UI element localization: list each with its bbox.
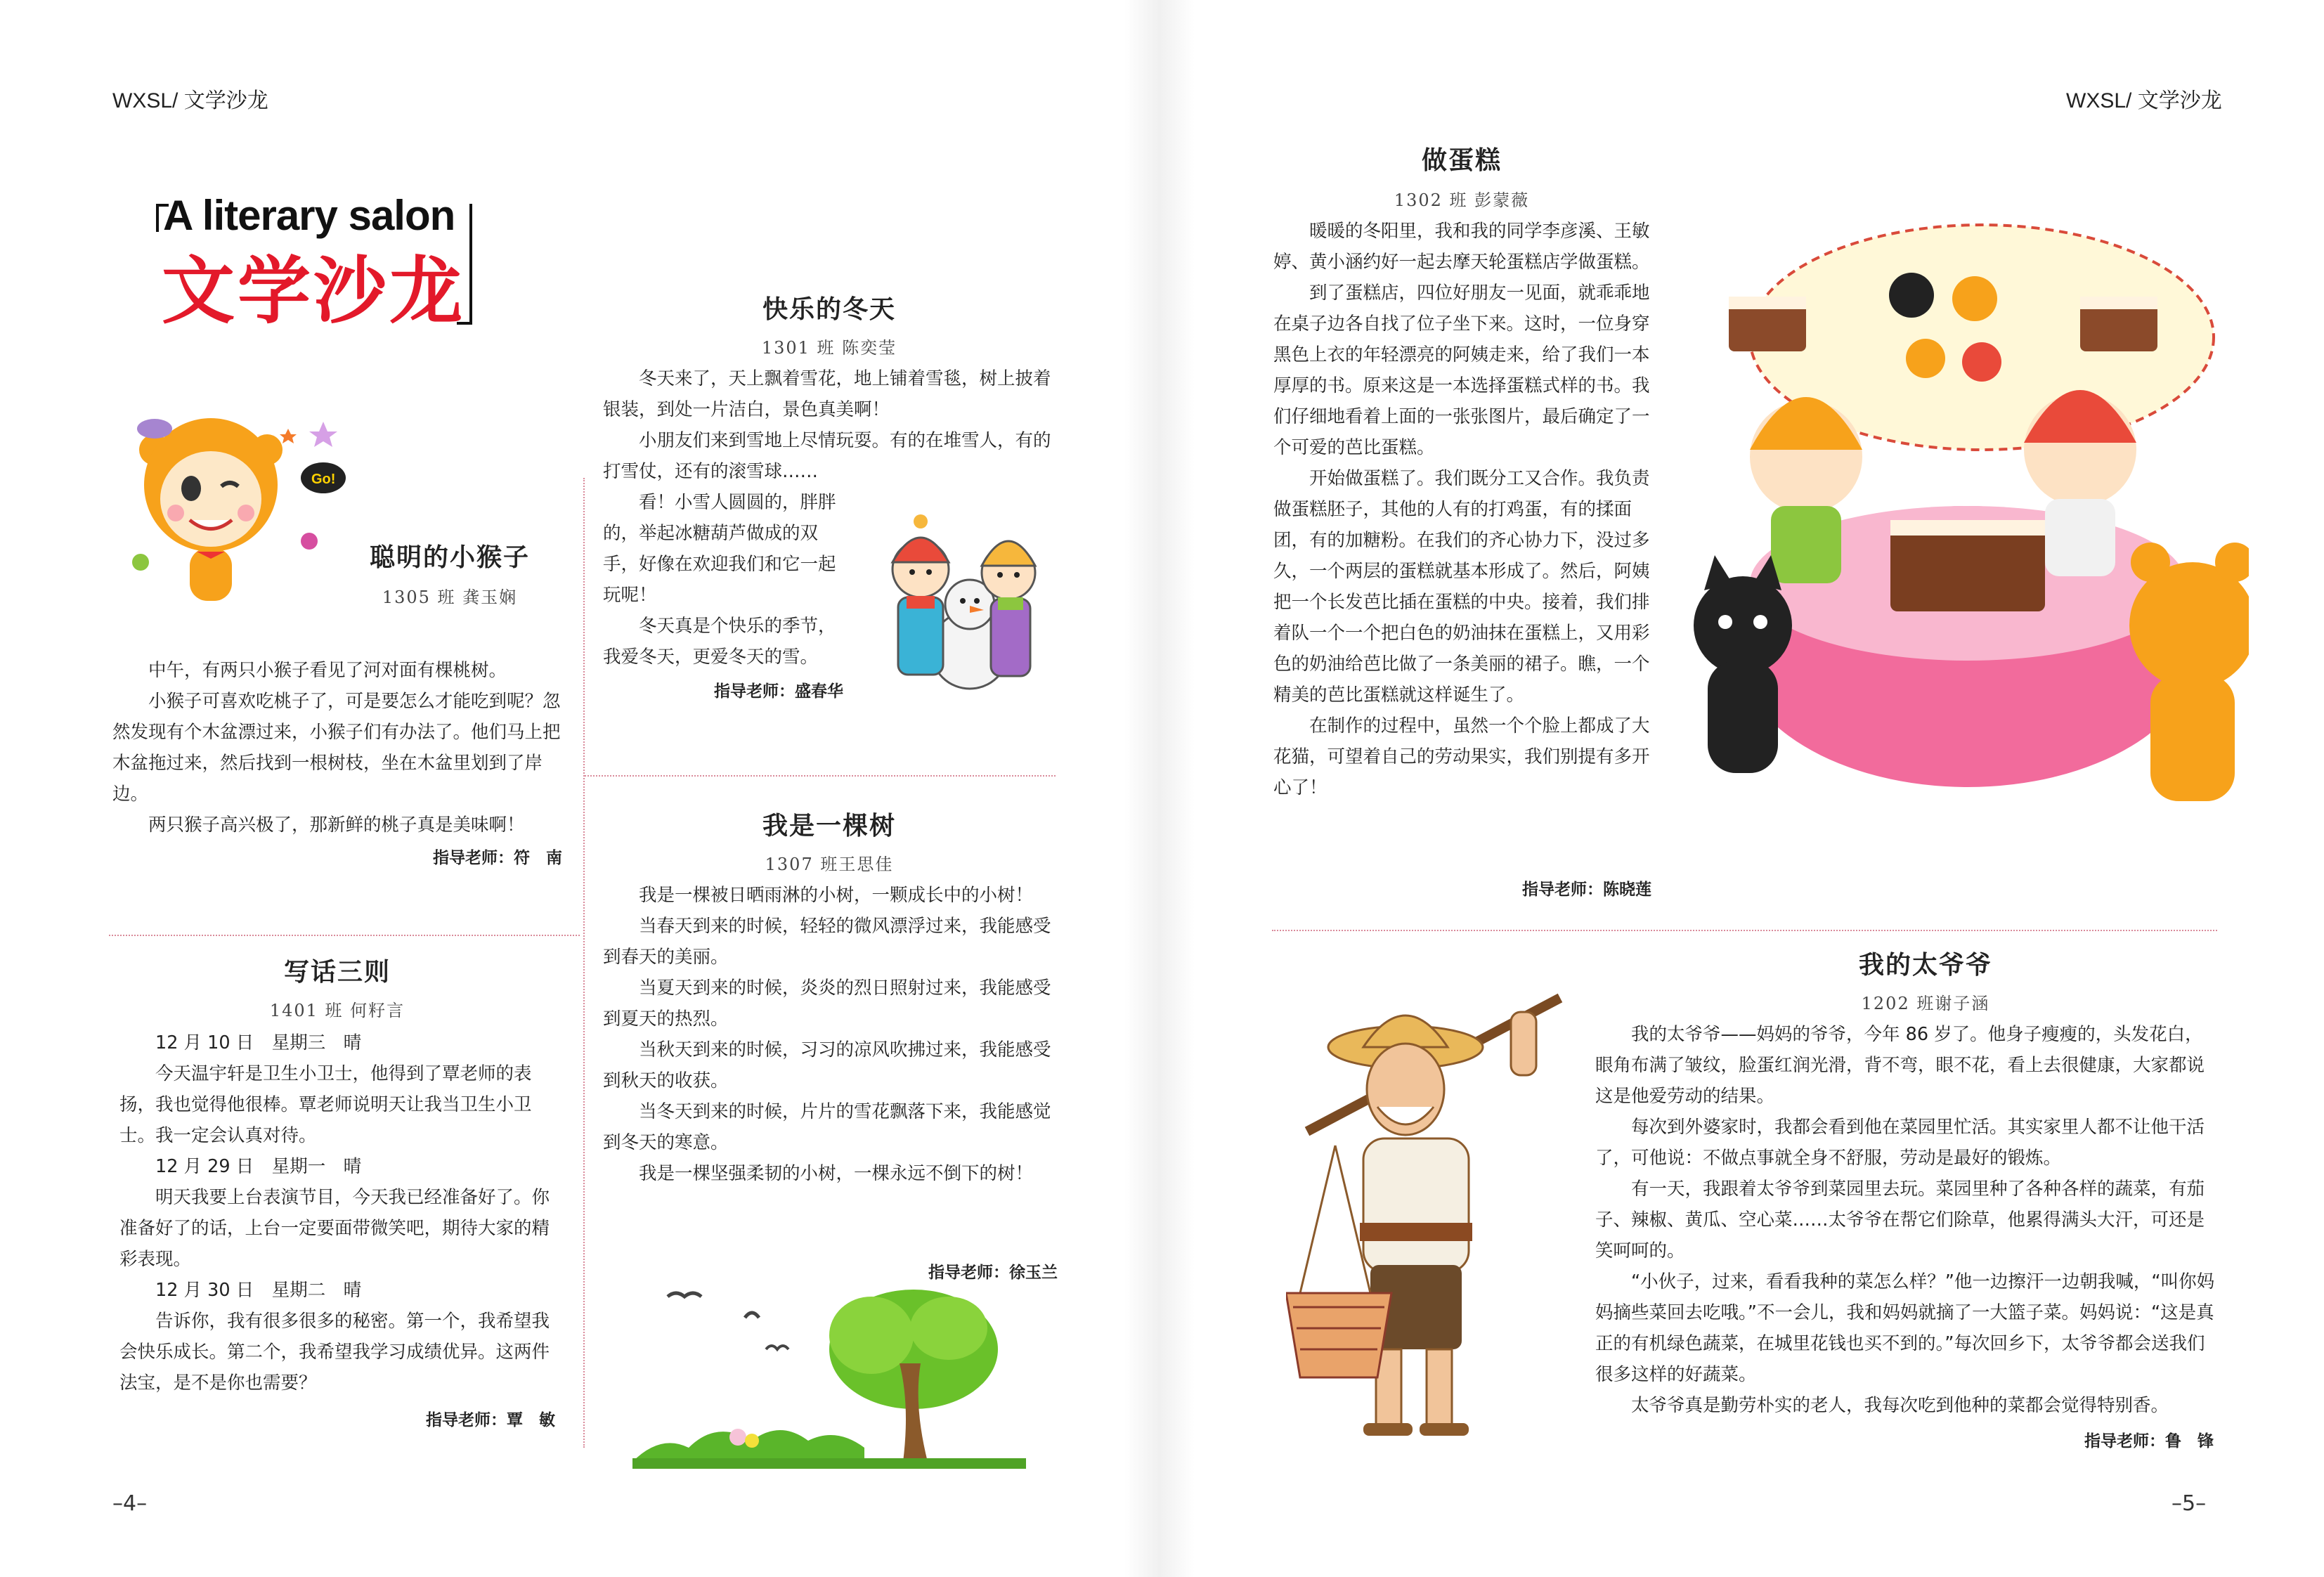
paragraph: 小猴子可喜欢吃桃子了，可是要怎么才能吃到呢？忽然发现有个木盆漂过来，小猴子们有办法了。他们马上把木盆拖过来，然后找到一根树枝，坐在木盆里划到了岸边。	[112, 691, 561, 805]
paragraph: 小朋友们来到雪地上尽情玩耍。有的在堆雪人，有的打雪仗，还有的滚雪球……	[603, 430, 1051, 482]
teacher-grandpa: 指导老师：鲁 锋	[2084, 1432, 2214, 1451]
paragraph: 当春天到来的时候，轻轻的微风漂浮过来，我能感受到春天的美丽。	[603, 916, 1051, 968]
article-byline-writing: 1401 班 何籽言	[269, 1001, 405, 1020]
article-byline-grandpa: 1202 班谢子涵	[1861, 994, 1990, 1013]
paragraph: 我的太爷爷——妈妈的爷爷，今年 86 岁了。他身子瘦瘦的，头发花白，眼角布满了皱纹，脸蛋红润光滑，背不弯，眼不花，看上去很健康，大家都说这是他爱劳动的结果。	[1595, 1024, 2205, 1107]
monkey-illustration	[112, 408, 365, 618]
article-title-winter: 快乐的冬天	[762, 295, 896, 324]
article-title-writing: 写话三则	[283, 958, 391, 987]
paragraph: 当秋天到来的时候，习习的凉风吹拂过来，我能感受到秋天的收获。	[603, 1039, 1051, 1091]
paragraph: 冬天真是个快乐的季节，我爱冬天，更爱冬天的雪。	[603, 616, 836, 668]
page-number-left: –4–	[112, 1491, 148, 1516]
paragraph: 开始做蛋糕了。我们既分工又合作。我负责做蛋糕胚子，其他的人有的打鸡蛋，有的揉面团，有的加糖粉。在我们的齐心协力下，没过多久，一个两层的蛋糕就基本形成了。然后，阿姨把一个长发芭比插在蛋糕的中央。接着，我们排着队一个一个把白色的奶油抹在蛋糕上，又用彩色的奶油给芭比做了一条美丽的裙子。瞧，一个精美的芭比蛋糕就这样诞生了。	[1273, 468, 1650, 706]
tree-illustration	[632, 1279, 1026, 1469]
divider	[109, 935, 580, 936]
paragraph: 看！小雪人圆圆的，胖胖的，举起冰糖葫芦做成的双手，好像在欢迎我们和它一起玩呢！	[603, 492, 836, 606]
svg-text:Go!: Go!	[311, 472, 336, 487]
article-byline-cake: 1302 班 彭蒙薇	[1394, 190, 1530, 210]
paragraph: 今天温宇轩是卫生小卫士，他得到了覃老师的表扬，我也觉得他很棒。覃老师说明天让我当卫生小卫士。我一定会认真对待。	[119, 1063, 532, 1146]
article-body-winter-bottom	[603, 487, 845, 673]
article-title-monkey: 聪明的小猴子	[369, 543, 530, 572]
teacher-tree: 指导老师：徐玉兰	[928, 1264, 1058, 1282]
paragraph: “小伙子，过来，看看我种的菜怎么样？”他一边擦汗一边朝我喊，“叫你妈妈摘些菜回去吃哦。”不一会儿，我和妈妈就摘了一大篮子菜。妈妈说：“这是真正的有机绿色蔬菜，在城里花钱也买不到的。”每次回乡下，太爷爷都会送我们很多这样的好蔬菜。	[1595, 1271, 2215, 1385]
logo-chinese: 文学沙龙	[162, 248, 466, 334]
article-title-cake: 做蛋糕	[1421, 146, 1502, 175]
diary-date: 12 月 10 日 星期三 晴	[155, 1032, 362, 1053]
divider	[585, 775, 1056, 777]
paragraph: 冬天来了，天上飘着雪花，地上铺着雪毯，树上披着银装，到处一片洁白，景色真美啊！	[603, 368, 1051, 420]
paragraph: 有一天，我跟着太爷爷到菜园里去玩。菜园里种了各种各样的蔬菜，有茄子、辣椒、黄瓜、空心菜……太爷爷在帮它们除草，他累得满头大汗，可还是笑呵呵的。	[1595, 1179, 2205, 1261]
paragraph: 两只猴子高兴极了，那新鲜的桃子真是美味啊！	[148, 815, 525, 836]
article-body-winter-top	[603, 363, 1056, 487]
article-title-grandpa: 我的太爷爷	[1858, 951, 1992, 980]
paragraph: 到了蛋糕店，四位好朋友一见面，就乖乖地在桌子边各自找了位子坐下来。这时，一位身穿黑色上衣的年轻漂亮的阿姨走来，给了我们一本厚厚的书。原来这是一本选择蛋糕式样的书。我们仔细地看着上面的一张张图片，最后确定了一个可爱的芭比蛋糕。	[1273, 283, 1650, 458]
article-body-cake	[1273, 216, 1653, 803]
teacher-cake: 指导老师：陈晓莲	[1522, 881, 1651, 899]
divider	[1272, 930, 2217, 931]
paragraph: 明天我要上台表演节目，今天我已经准备好了。你准备好了的话，上台一定要面带微笑吧，期待大家的精彩表现。	[119, 1187, 550, 1270]
paragraph: 太爷爷真是勤劳朴实的老人，我每次吃到他种的菜都会觉得特别香。	[1631, 1395, 2169, 1416]
article-body-monkey	[112, 655, 562, 841]
article-title-tree: 我是一棵树	[762, 812, 896, 841]
paragraph: 告诉你，我有很多很多的秘密。第一个，我希望我会快乐成长。第二个，我希望我学习成绩优异。这两件法宝，是不是你也需要？	[119, 1311, 550, 1394]
teacher-monkey: 指导老师：符 南	[433, 849, 562, 867]
paragraph: 我是一棵被日晒雨淋的小树，一颗成长中的小树！	[639, 885, 1034, 906]
article-byline-monkey: 1305 班 龚玉娴	[382, 588, 518, 607]
article-body-grandpa	[1595, 1019, 2217, 1421]
page-number-right: –5–	[2172, 1491, 2207, 1516]
paragraph: 我是一棵坚强柔韧的小树，一棵永远不倒下的树！	[639, 1163, 1034, 1184]
grandpa-illustration	[1286, 984, 1581, 1448]
header-right: WXSL/ 文学沙龙	[2066, 89, 2222, 112]
diary-date: 12 月 29 日 星期一 晴	[155, 1156, 362, 1177]
logo-english: A literary salon	[163, 192, 455, 239]
snowman-kids-illustration	[864, 513, 1061, 696]
paragraph: 当冬天到来的时候，片片的雪花飘落下来，我能感觉到冬天的寒意。	[603, 1101, 1051, 1153]
paragraph: 每次到外婆家时，我都会看到他在菜园里忙活。其实家里人都不让他干活了，可他说：不做点事就全身不舒服，劳动是最好的锻炼。	[1595, 1117, 2205, 1169]
divider	[583, 478, 585, 1448]
paragraph: 中午，有两只小猴子看见了河对面有棵桃树。	[148, 660, 507, 681]
paragraph: 当夏天到来的时候，炎炎的烈日照射过来，我能感受到夏天的热烈。	[603, 978, 1051, 1030]
teacher-writing: 指导老师：覃 敏	[426, 1411, 555, 1429]
header-left: WXSL/ 文学沙龙	[112, 89, 268, 112]
page-gutter	[1124, 0, 1195, 1577]
article-body-writing	[119, 1027, 562, 1398]
article-byline-winter: 1301 班 陈奕莹	[761, 338, 897, 358]
paragraph: 暖暖的冬阳里，我和我的同学李彦溪、王敏婷、黄小涵约好一起去摩天轮蛋糕店学做蛋糕。	[1273, 221, 1650, 273]
article-byline-tree: 1307 班王思佳	[765, 855, 894, 874]
teacher-winter: 指导老师：盛春华	[714, 682, 843, 701]
article-body-tree	[603, 880, 1056, 1189]
logo	[148, 191, 485, 334]
cake-party-illustration	[1666, 218, 2249, 829]
paragraph: 在制作的过程中，虽然一个个脸上都成了大花猫，可望着自己的劳动果实，我们别提有多开心了！	[1273, 715, 1650, 798]
diary-date: 12 月 30 日 星期二 晴	[155, 1280, 362, 1301]
